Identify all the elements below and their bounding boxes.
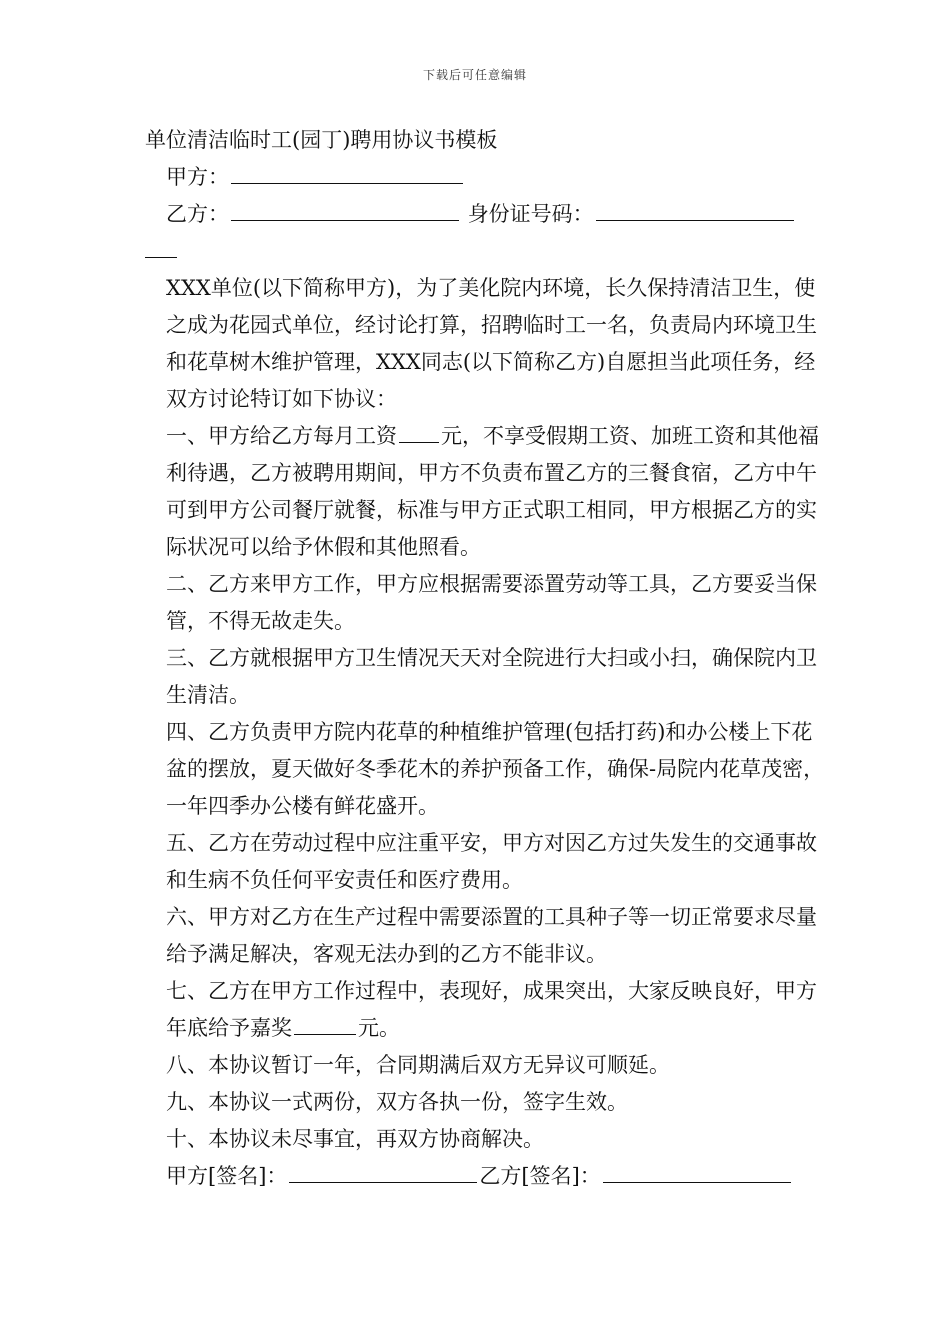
clause-7-text-end: 元。 [358, 1016, 400, 1040]
clause-1 [145, 418, 825, 566]
clause-4: 四、乙方负责甲方院内花草的种植维护管理(包括打药)和办公楼上下花盆的摆放，夏天做好冬季花木的养护预备工作，确保-局院内花草茂密，一年四季办公楼有鲜花盛开。 [166, 720, 825, 818]
id-number-label: 身份证号码： [467, 202, 594, 226]
clause-1-text-end: 元，不享受假期工资、加班工资和其他福利待遇，乙方被聘用期间，甲方不负责布置乙方的三餐食宿，乙方中午可到甲方公司餐厅就餐，标准与甲方正式职工相同，甲方根据乙方的实际状况可以给予休假和其他照看。 [166, 424, 819, 559]
party-b-signature-field[interactable] [603, 1158, 791, 1183]
party-a-label: 甲方： [166, 165, 229, 189]
party-b-name-field[interactable] [231, 196, 459, 221]
monthly-wage-field[interactable] [399, 418, 439, 443]
clause-7 [145, 973, 825, 1047]
intro-paragraph: XXX单位(以下简称甲方)，为了美化院内环境，长久保持清洁卫生，使之成为花园式单位，经讨论打算，招聘临时工一名，负责局内环境卫生和花草树木维护管理，XXX同志(以下简称乙方)自愿担当此项任务，经双方讨论特订如下协议： [166, 276, 817, 411]
page-header-note: 下载后可任意编辑 [422, 68, 527, 82]
agreement-document [145, 122, 825, 1195]
party-a-name-field[interactable] [231, 159, 463, 184]
clause-10: 十、本协议未尽事宜，再双方协商解决。 [166, 1127, 544, 1151]
id-number-field[interactable] [596, 196, 794, 221]
clause-5: 五、乙方在劳动过程中应注重平安，甲方对因乙方过失发生的交通事故和生病不负任何平安责任和医疗费用。 [166, 831, 817, 892]
clause-3: 三、乙方就根据甲方卫生情况天天对全院进行大扫或小扫，确保院内卫生清洁。 [166, 646, 817, 707]
party-b-signature-label: 乙方[签名]： [479, 1164, 601, 1188]
clause-6: 六、甲方对乙方在生产过程中需要添置的工具种子等一切正常要求尽量给予满足解决，客观无法办到的乙方不能非议。 [166, 905, 817, 966]
party-b-line [145, 196, 825, 233]
signature-line [145, 1158, 825, 1195]
clause-2: 二、乙方来甲方工作，甲方应根据需要添置劳动等工具，乙方要妥当保管，不得无故走失。 [166, 572, 817, 633]
party-a-signature-label: 甲方[签名]： [166, 1164, 288, 1188]
clause-9: 九、本协议一式两份，双方各执一份，签字生效。 [166, 1090, 628, 1114]
party-b-label: 乙方： [166, 202, 229, 226]
party-a-signature-field[interactable] [289, 1158, 477, 1183]
year-end-bonus-field[interactable] [294, 1010, 356, 1035]
document-title: 单位清洁临时工(园丁)聘用协议书模板 [145, 128, 498, 152]
id-number-continuation [145, 233, 825, 270]
clause-1-text-start: 一、甲方给乙方每月工资 [166, 424, 397, 448]
id-number-field-tail[interactable] [145, 233, 177, 258]
clause-8: 八、本协议暂订一年，合同期满后双方无异议可顺延。 [166, 1053, 670, 1077]
party-a-line [145, 159, 825, 196]
clause-7-text-start: 七、乙方在甲方工作过程中，表现好，成果突出，大家反映良好，甲方年底给予嘉奖 [166, 979, 817, 1040]
